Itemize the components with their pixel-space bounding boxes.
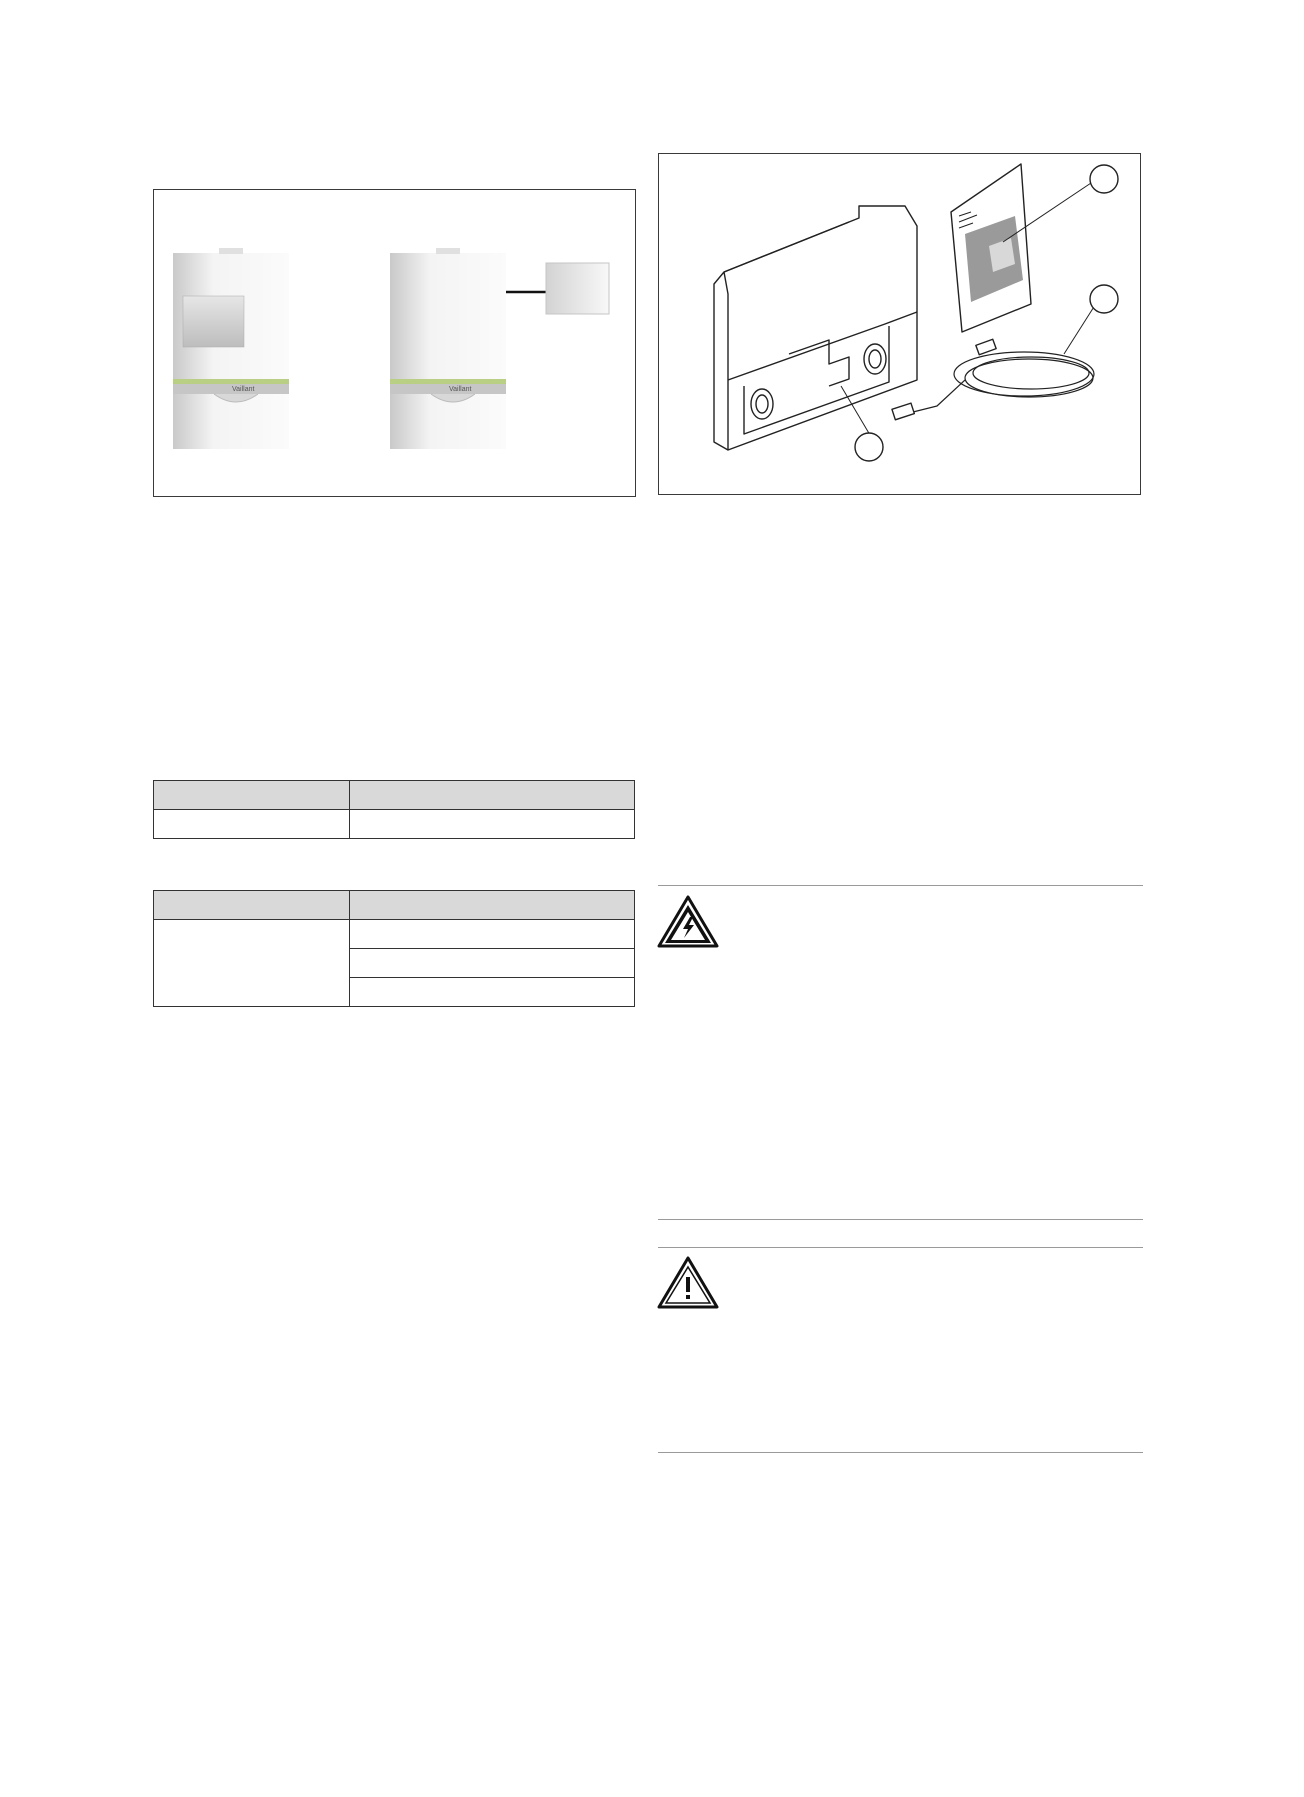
- table-row: [154, 920, 635, 949]
- boiler-unit-right: [390, 248, 506, 449]
- table-cell: [350, 810, 635, 839]
- table-header-cell: [154, 781, 350, 810]
- warning-1-top-rule: [658, 885, 1143, 886]
- warning-2-top-rule: [658, 1247, 1143, 1248]
- table-cell: [350, 978, 635, 1007]
- control-module-icon: [546, 263, 609, 314]
- table-cell: [154, 810, 350, 839]
- brand-label-left: Vaillant: [232, 386, 255, 393]
- table-header-cell: [350, 891, 635, 920]
- table-cell: [350, 920, 635, 949]
- table-header-cell: [154, 891, 350, 920]
- electric-shock-warning-icon: [657, 895, 719, 949]
- table-1: [153, 780, 635, 839]
- table-header-row: [154, 891, 635, 920]
- table-header-row: [154, 781, 635, 810]
- brand-label-right: Vaillant: [449, 386, 472, 393]
- mounting-bracket-icon: [714, 206, 917, 450]
- table-merged-cell: [154, 920, 350, 1007]
- table-cell: [350, 949, 635, 978]
- callout-circle-1: [855, 433, 883, 461]
- cable-icon: [892, 302, 1097, 420]
- table-header-cell: [350, 781, 635, 810]
- figure-boilers: [153, 189, 636, 497]
- warning-2-bottom-rule: [658, 1452, 1143, 1453]
- manual-sheet-icon: [951, 164, 1094, 332]
- warning-1-bottom-rule: [658, 1219, 1143, 1220]
- table-row: [154, 810, 635, 839]
- callout-circle-2: [1090, 165, 1118, 193]
- table-2: [153, 890, 635, 1007]
- exclamation-warning-icon: [657, 1256, 719, 1310]
- boiler-unit-left: [173, 248, 289, 449]
- figure-accessories: [658, 153, 1141, 495]
- callout-circle-3: [1090, 285, 1118, 313]
